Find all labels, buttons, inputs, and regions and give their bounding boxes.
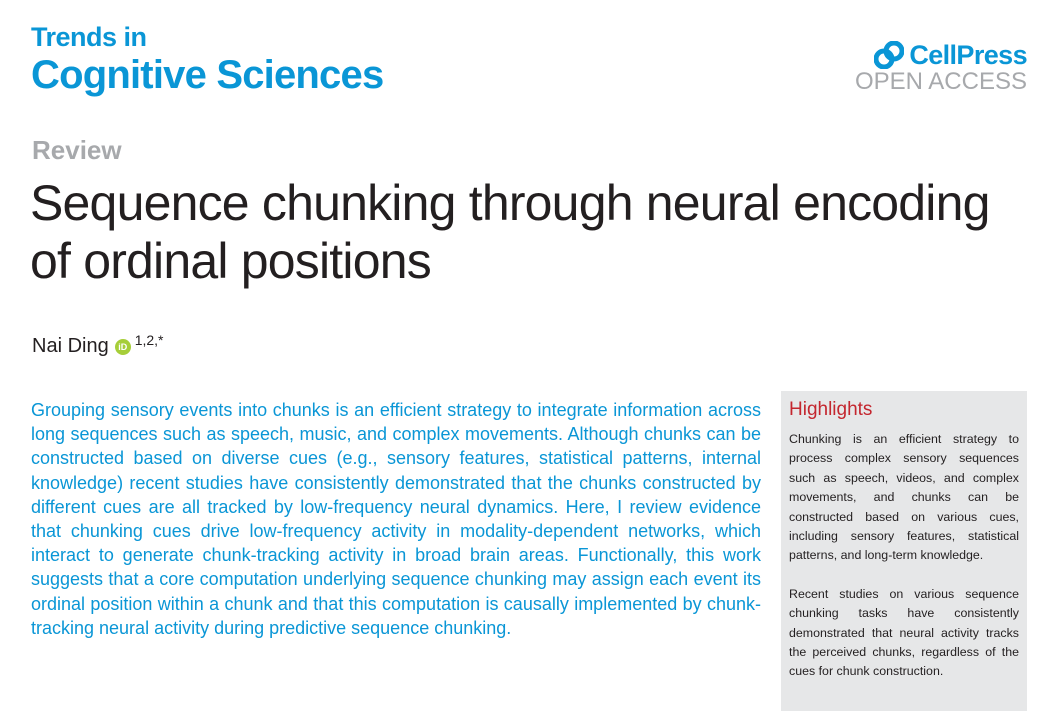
author-name[interactable]: Nai Ding [32, 335, 109, 357]
cellpress-logo-icon [874, 41, 904, 69]
open-access-label: OPEN ACCESS [854, 68, 1027, 95]
journal-name [31, 20, 383, 96]
orcid-icon[interactable]: iD [115, 339, 131, 355]
highlight-item: Recent studies on various sequence chunking tasks have consistently demonstrated that neural activity tracks the perceived chunks, regardless of the cues for chunk construction. [789, 586, 1019, 679]
highlights-heading: Highlights [789, 399, 873, 420]
author-affiliations: 1,2,* [134, 332, 164, 348]
journal-name-line2: Cognitive Sciences [31, 53, 384, 97]
publisher-name: CellPress [909, 40, 1027, 70]
highlight-item: Chunking is an efficient strategy to process complex sensory sequences such as speech, videos, and complex movements, and chunks can be constructed based on various cues, including sensory features, statistical patterns, and long-term knowledge. [789, 432, 1019, 563]
highlights-box [781, 391, 1027, 711]
article-type: Review [32, 135, 122, 165]
publisher-logo [855, 40, 1027, 94]
journal-name-line1: Trends in [31, 22, 147, 52]
article-title: Sequence chunking through neural encoding of ordinal positions [30, 175, 990, 289]
publisher-brand [855, 40, 1027, 70]
abstract: Grouping sensory events into chunks is an efficient strategy to integrate information across long sequences such as speech, music, and complex movements. Although chunks can be constructed based on diverse cues (e.g., sensory features, statistical patterns, internal knowledge) recent studies have consistently demonstrated that the chunks constructed by different cues are all tracked by low-frequency neural dynamics. Here, I review evidence that chunking cues drive low-frequency activity in modality-dependent networks, which interact to generate chunk-tracking activity in broad brain areas. Functionally, this work suggests that a core computation underlying sequence chunking may assign each event its ordinal position within a chunk and that this computation is causally implemented by chunk-tracking neural activity during predictive sequence chunking. [31, 400, 761, 638]
author-line [32, 332, 164, 358]
